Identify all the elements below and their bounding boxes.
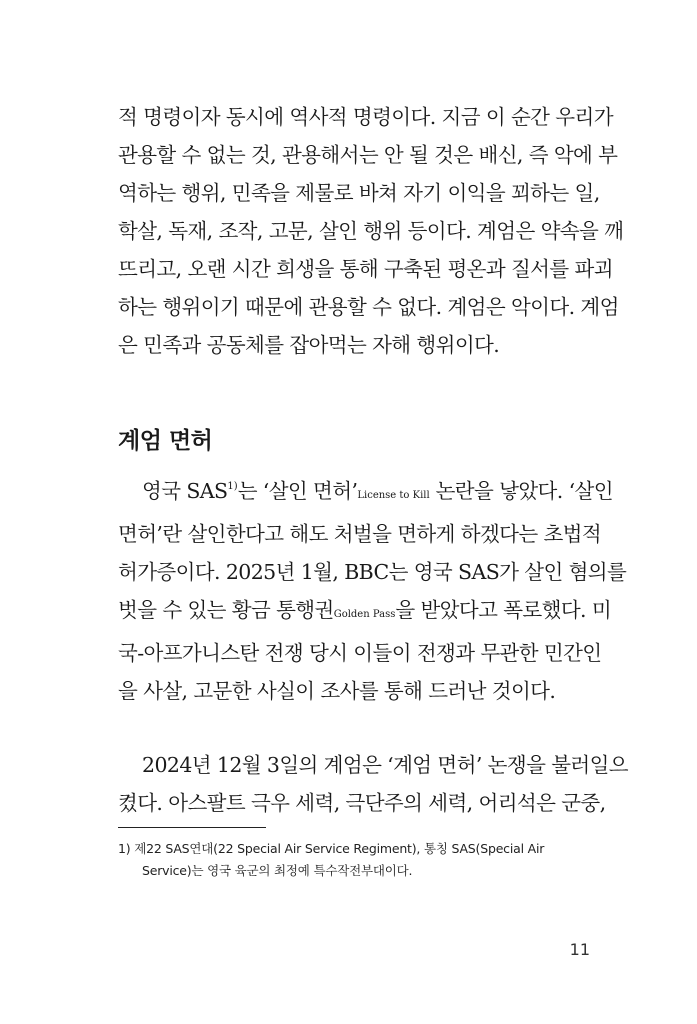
text-line — [118, 472, 613, 515]
footnote-marker: 1) — [227, 481, 238, 492]
text-line: 을 사살, 고문한 사실이 조사를 통해 드러난 것이다. — [118, 679, 556, 703]
text-line: 켰다. 아스팔트 극우 세력, 극단주의 세력, 어리석은 군중, — [118, 791, 606, 815]
english-gloss: License to Kill — [357, 490, 430, 501]
paragraph-1 — [118, 98, 624, 364]
text-line: 역하는 행위, 민족을 제물로 바쳐 자기 이익을 꾀하는 일, — [118, 181, 600, 205]
footnote — [118, 838, 590, 882]
text-line: 면허’란 살인한다고 해도 처벌을 면하게 하겠다는 초법적 — [118, 522, 602, 546]
paragraph-2 — [118, 472, 627, 710]
paragraph-3 — [118, 746, 628, 822]
text-line — [118, 591, 612, 634]
text-line: 뜨리고, 오랜 시간 희생을 통해 구축된 평온과 질서를 파괴 — [118, 257, 613, 281]
english-gloss: Golden Pass — [333, 609, 396, 620]
section-heading: 계엄 면허 — [118, 428, 213, 454]
text-run: 영국 SAS — [142, 479, 228, 503]
text-run: 을 받았다고 폭로했다. 미 — [395, 598, 612, 622]
footnote-divider — [118, 827, 266, 828]
text-line: 허가증이다. 2025년 1월, BBC는 영국 SAS가 살인 혐의를 — [118, 560, 627, 584]
text-line: 하는 행위이기 때문에 관용할 수 없다. 계엄은 악이다. 계엄 — [118, 295, 619, 319]
text-line: 은 민족과 공동체를 잡아먹는 자해 행위이다. — [118, 333, 500, 357]
text-line: 학살, 독재, 조작, 고문, 살인 행위 등이다. 계엄은 약속을 깨 — [118, 219, 624, 243]
text-run: 논란을 낳았다. ‘살인 — [429, 479, 613, 503]
text-line: 적 명령이자 동시에 역사적 명령이다. 지금 이 순간 우리가 — [118, 105, 613, 129]
footnote-line: Service)는 영국 육군의 최정예 특수작전부대이다. — [142, 863, 413, 878]
text-line: 국-아프가니스탄 전쟁 당시 이들이 전쟁과 무관한 민간인 — [118, 641, 602, 665]
text-line: 2024년 12월 3일의 계엄은 ‘계엄 면허’ 논쟁을 불러일으 — [142, 753, 628, 777]
text-run: 는 ‘살인 면허’ — [237, 479, 358, 503]
text-run: 벗을 수 있는 황금 통행권 — [118, 598, 334, 622]
footnote-line: 1) 제22 SAS연대(22 Special Air Service Regiment), 통칭 SAS(Special Air — [118, 841, 545, 856]
text-line: 관용할 수 없는 것, 관용해서는 안 될 것은 배신, 즉 악에 부 — [118, 143, 618, 167]
page-number: 11 — [569, 940, 590, 959]
